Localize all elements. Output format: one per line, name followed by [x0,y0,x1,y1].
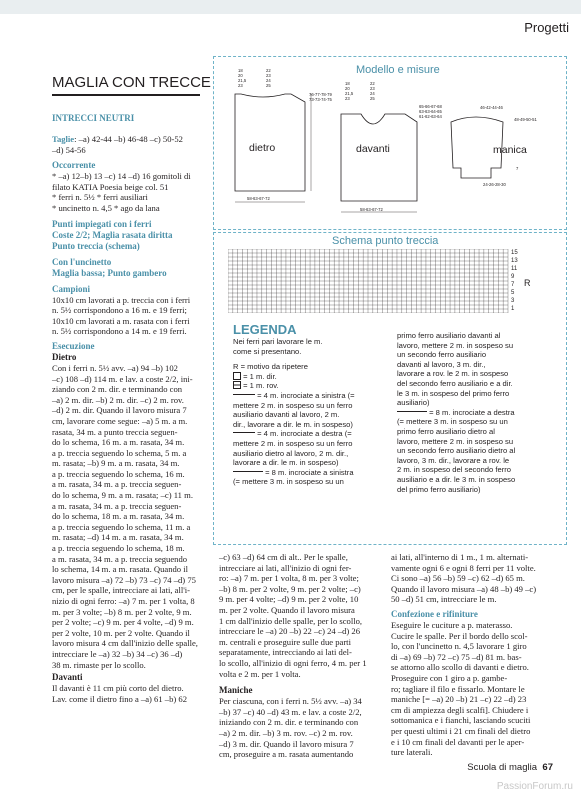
col2-text: –c) 63 –d) 64 cm di alt.. Per le spalle, intrecciare ai lati, all'inizio di ogni fer- ro: –a) 7 m. per 1 volta, 8 m. per 3 volte; –b) 8 m. per 2 volte, 9 m. per 2 volte; –c) 9 m. per 4 volte; –d) 9 m. per 2 volte, 10 m. per 2 volte. Quando il lavoro misura 1 cm dall'inizio delle spalle, per lo scollo, intrecciare le –a) 20 –b) 22 –c) 24 –d) 26 m. centrali e proseguire sulle due parti separatamente, intrecciando ai lati del- lo scollo, all'inizio di ogni ferro, 4 m. per 1 volta e 2 m. per 1 volta. [219,552,367,679]
legenda-right-text: primo ferro ausiliario davanti al lavoro, mettere 2 m. in sospeso su un secondo ferro ausiliario davanti al lavoro, 3 m. dir., lavorare a rov. le 2 m. in sospeso del secondo ferro ausiliario e a dir. le 3 m. in sospeso del primo ferro ausiliario) [397,331,514,408]
occorrente-text: * –a) 12–b) 13 –c) 14 –d) 16 gomitoli di filato KATIA Poesia beige col. 51 * ferri n. 5½ * ferri ausiliari * uncinetto n. 4,5 * ago da lana [52,171,191,213]
row-number: 13 [511,258,518,264]
row-number: 9 [511,274,515,280]
footer-magazine: Scuola di maglia [467,762,537,773]
title-rule [52,94,200,96]
legenda-item-4 [397,408,561,494]
punti-title: Punti impiegati con i ferri Coste 2/2; Maglia rasata diritta Punto treccia (schema) [52,218,173,251]
legenda-item-4-text: = 8 m. incrociate a destra (= mettere 3 m. in sospeso su un primo ferro ausiliario dietro al lavoro, mettere 2 m. in sospeso su un secondo ferro ausiliario dietro al lavoro, 3 m. dir., lavorare a rov. le 2 m. in sospeso del secondo ferro ausiliario e a dir. le 3 m. in sospeso del primo ferro ausiliario) [397,407,516,494]
esecuzione-title: Esecuzione [52,340,95,351]
davanti-text: Il davanti è 11 cm più corto del dietro. Lav. come il dietro fino a –a) 61 –b) 62 [52,683,187,704]
dietro-top-measure-2: 22 23 24 25 [266,68,271,88]
legenda-item-3 [233,468,393,487]
legenda-intro: Nei ferri pari lavorare le m. come si presentano. [233,337,323,356]
dietro-top-measure: 18 20 21,5 23 [238,68,247,88]
page-top-band [0,0,581,14]
legenda-item-1-text: = 4 m. incrociate a sinistra (= mettere 2 m. in sospeso su un ferro ausiliario davanti al lavoro, 2 m. dir., lavorare a dir. le m. in sospeso) [233,390,355,429]
davanti-bottom-measure: 58-63-67-72 [360,207,383,212]
subtitle: INTRECCI NEUTRI [52,113,135,123]
davanti-title: Davanti [52,672,83,683]
legenda-item-1 [233,391,393,429]
legenda-item-2 [233,429,393,467]
manica-bottom-measure: 24-26-28-30 [483,182,506,187]
purl-stitch-icon [233,381,241,389]
campioni-title: Campioni [52,283,91,294]
manica-side-measure: 48-49-50-51 [514,117,537,122]
model-title: Modello e misure [352,64,444,76]
cross-left-4-icon [233,394,255,395]
footer-page: 67 [542,762,553,773]
repeat-label: R [524,278,531,288]
davanti-label: davanti [356,143,390,155]
schema-title: Schema punto treccia [328,235,442,247]
campioni-text: 10x10 cm lavorati a p. treccia con i ferri n. 5½ corrispondono a 16 m. e 19 ferri; 10x10 cm lavorati a m. rasata con i ferri n. 5½ corrispondono a 14 m. e 19 ferri. [52,294,191,337]
knit-stitch-icon [233,372,241,380]
col3-text: ai lati, all'interno di 1 m., 1 m. alternati- vamente ogni 6 e ogni 8 ferri per 11 volte. Ci sono –a) 56 –b) 59 –c) 62 –d) 65 m. Quando il lavoro misura –a) 48 –b) 49 –c) 50 –d) 51 cm, intrecciare le m. [391,552,537,605]
schema-row-numbers [511,249,525,313]
dietro-label: dietro [249,142,276,154]
row-number: 3 [511,298,515,304]
davanti-top-measure: 18 20 21,5 23 [345,81,354,101]
dietro-side-measure: 76-77-78-79 73-73-74-75 [309,92,332,102]
confezione-title: Confezione e rifiniture [391,608,478,619]
confezione-text: Eseguire le cuciture a p. materasso. Cucire le spalle. Per il bordo dello scol- lo, con l'uncinetto n. 4,5 lavorare 1 giro di –a) 69 –b) 72 –c) 75 –d) 81 m. bas- se attorno allo scollo di davanti e dietro. Proseguire con 1 giro a p. gambe- ro; tagliare il filo e fissarlo. Montare le maniche [= –a) 20 –b) 21 –c) 22 –d) 23 cm di ampiezza degli scalfi]. Chiudere i sottomanica e i fianchi, lasciando scuciti per questi ultimi i 21 cm finali del dietro e i 10 cm finali del davanti per le aper- ture laterali. [391,619,531,758]
legenda-rov [233,381,393,391]
section-header: Progetti [524,20,569,35]
legenda-item-2-text: = 4 m. incrociate a destra (= mettere 2 m. in sospeso su un ferro ausiliario dietro al lavoro, 2 m. dir., lavorare a dir. le m. in sospeso) [233,429,353,468]
taglie-value: : –a) 42-44 –b) 46-48 –c) 50-52 –d) 54-56 [52,134,183,155]
row-number: 5 [511,290,515,296]
legenda-title: LEGENDA [233,322,297,337]
dietro-text: Con i ferri n. 5½ avv. –a) 94 –b) 102 –c) 108 –d) 114 m. e lav. a coste 2/2, ini- ziando con 2 m. dir. e terminando con –a) 2 m. dir. –b) 2 m. dir. –c) 2 m. rov. –d) 2 m. dir. Quando il lavoro misura 7 cm, lavorare come segue: –a) 5 m. a m. rasata, 34 m. a punto treccia seguen- do lo schema, 16 m. a m. rasata, 34 m. a p. treccia seguendo lo schema, 5 m. a m. rasata; –b) 9 m. a m. rasata, 34 m. a p. treccia seguendo lo schema, 16 m. a m. rasata, 34 m. a p. treccia seguen- do lo schema, 9 m. a m. rasata; –c) 11 m. a m. rasata, 34 m. a p. treccia seguen- do lo schema, 18 m. a m. rasata, 34 m. a p. treccia seguendo lo schema, 11 m. a m. rasata; –d) 14 m. a m. rasata, 34 m. a p. treccia seguendo lo schema, 18 m. a m. rasata, 34 m. a p. treccia seguendo lo schema, 14 m. a m. rasata. Quando il lavoro misura –a) 72 –b) 73 –c) 74 –d) 75 cm, per le spalle, intrecciare ai lati, all'i- nizio di ogni ferro: –a) 7 m. per 1 volta, 8 m. per 3 volte; –b) 8 m. per 2 volte, 9 m. per 2 volte; –c) 9 m. per 4 volte, –d) 9 m. per 2 volte, 10 m. per 2 volte. Quando il lavoro misura 4 cm dall'inizio delle spalle, intrecciare le –a) 32 –b) 34 –c) 36 –d) 38 m. rimaste per lo scollo. [52,362,198,670]
row-number: 7 [511,282,515,288]
schema-grid [228,249,518,313]
page-title: MAGLIA CON TRECCE [52,74,211,91]
row-number: 15 [511,250,518,256]
cross-right-4-icon [233,432,255,433]
uncinetto-title: Con l'uncinetto Maglia bassa; Punto gambero [52,256,167,278]
davanti-side-measure: 65-66-67-68 63-63-64-65 61-62-63-64 [419,104,442,119]
row-number: 11 [511,266,518,272]
manica-label: manica [493,144,527,156]
watermark: PassionForum.ru [496,781,573,792]
taglie-label: Taglie [52,134,75,144]
cross-right-8-icon [397,411,427,412]
davanti-shape [341,114,417,201]
dietro-title: Dietro [52,351,77,362]
maniche-text: Per ciascuna, con i ferri n. 5½ avv. –a) 34 –b) 37 –c) 40 –d) 43 m. e lav. a coste 2/2, iniziando con 2 m. dir. e terminando con –a) 2 m. dir. –b) 3 m. rov. –c) 2 m. rov. –d) 3 m. dir. Quando il lavoro misura 7 cm, proseguire a m. rasata aumentando [219,696,362,760]
legenda-dir [233,372,393,382]
legenda-item-3-text: = 8 m. incrociate a sinistra (= mettere 3 m. in sospeso su un [233,467,354,487]
manica-cuff-measure: 7 [516,166,519,171]
taglie-block [52,134,212,155]
legenda-rov-text: = 1 m. rov. [243,381,279,391]
davanti-top-measure-2: 22 23 24 25 [370,81,375,101]
occorrente-title: Occorrente [52,160,96,171]
legenda-dir-text: = 1 m. dir. [243,371,277,381]
cross-left-8-icon [233,471,263,472]
manica-top-measure: 46-42-44-46 [480,105,503,110]
maniche-title: Maniche [219,685,253,696]
row-number: 1 [511,306,515,312]
dietro-bottom-measure: 58-63-67-72 [247,196,270,201]
legenda-repeat: R = motivo da ripetere [233,362,308,372]
